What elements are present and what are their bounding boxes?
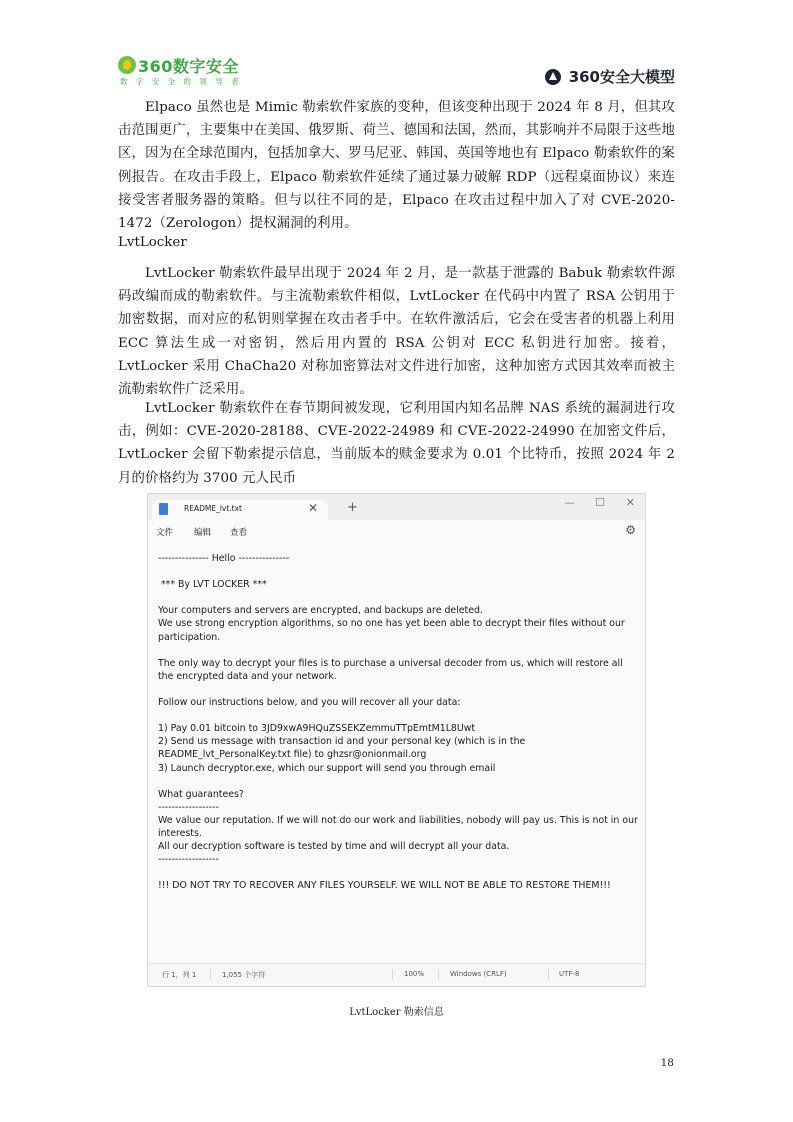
menu-file[interactable]: 文件 (156, 528, 174, 538)
status-line-ending: Windows (CRLF) (450, 970, 507, 978)
status-zoom: 100% (404, 970, 425, 978)
paragraph-elpaco: Elpaco 虽然也是 Mimic 勒索软件家族的变种，但该变种出现于 2024 年 8 月，但其攻击范围更广，主要集中在美国、俄罗斯、荷兰、德国和法国，然而，其影响并不局限于这些地区，因为在全球范围内，包括加拿大、罗马尼亚、韩国、英国等地也有 Elpaco 勒索软件的案例报告。在攻击手段上，Elpaco 勒索软件延续了通过暴力破解 RDP（远程桌面协议）来连接受害者服务器的策略。但与以往不同的是，Elpaco 在攻击过程中加入了对 CVE-2020-1472（Zerologon）提权漏洞的利用。 (118, 100, 675, 232)
new-tab-icon[interactable]: + (347, 500, 358, 515)
status-divider (210, 969, 211, 980)
status-encoding: UTF-8 (559, 970, 580, 978)
status-divider (438, 969, 439, 980)
menu-edit[interactable]: 编辑 (194, 528, 212, 538)
header-logo-360-ai-model (545, 66, 675, 86)
gear-icon[interactable]: ⚙ (625, 523, 636, 537)
notepad-file-icon (159, 503, 168, 515)
title-bar (148, 494, 645, 520)
menu-bar (148, 520, 645, 542)
maximize-icon[interactable]: ☐ (595, 496, 605, 509)
paragraph-lvtlocker-intro: LvtLocker 勒索软件最早出现于 2024 年 2 月，是一款基于泄露的 Babuk 勒索软件源码改编而成的勒索软件。与主流勒索软件相似，LvtLocker 在代码中内置了 RSA 公钥用于加密数据，而对应的私钥则掌握在攻击者手中。在软件激活后，它会在受害者的机器上利用 ECC 算法生成一对密钥，然后用内置的 RSA 公钥对 ECC 私钥进行加密。接着，LvtLocker 采用 ChaCha20 对称加密算法对文件进行加密，这种加密方式因其效率而被主流勒索软件广泛采用。 (118, 266, 675, 398)
status-bar (148, 963, 645, 986)
360-logo-icon (118, 56, 136, 74)
status-divider (548, 969, 549, 980)
notepad-window-screenshot (147, 493, 646, 987)
ransom-note-text[interactable]: --------------- Hello --------------- *** By LVT LOCKER *** Your computers and servers are encrypted, and backups are deleted. We use strong encryption algorithms, so no one has yet been able to decrypt their files without our participation. The only way to decrypt your files is to purchase a universal decoder from us, which will restore all the encrypted data and your network. Follow our instructions below, and you will recover all your data: 1) Pay 0.01 bitcoin to 3JD9xwA9HQuZSSEKZemmuTTpEmtM1L8Uwt 2) Send us message with transaction id and your personal key (which is in the README_lvt_PersonalKey.txt file) to ghzsr@onionmail.org 3) Launch decryptor.exe, which our support will send you through email What guarantees? ------------------ We value our reputation. If we will not do our work and liabilities, nobody will pay us. This is not in our interests. All our decryption software is tested by time and will decrypt all your data. ------------------ !!! DO NOT TRY TO RECOVER ANY FILES YOURSELF. WE WILL NOT BE ABLE TO RESTORE THEM!!! (158, 553, 638, 892)
status-char-count: 1,055 个字符 (222, 971, 266, 979)
status-divider (392, 969, 393, 980)
figure-caption: LvtLocker 勒索信息 (349, 1007, 444, 1018)
brand-slogan: 数 字 安 全 的 领 导 者 (120, 77, 242, 86)
header-logo-360-digital-security (118, 54, 248, 88)
section-heading-lvtlocker: LvtLocker (118, 235, 187, 250)
tab-close-icon[interactable]: ✕ (307, 501, 318, 515)
brand-right: 360安全大模型 (568, 68, 675, 86)
360-ai-logo-icon (545, 69, 561, 85)
close-window-icon[interactable]: ✕ (625, 496, 635, 509)
brand-left: 360数字安全 (138, 57, 239, 76)
tab-title: README_lvt.txt (184, 504, 242, 513)
paragraph-lvtlocker-attack: LvtLocker 勒索软件在春节期间被发现，它利用国内知名品牌 NAS 系统的漏洞进行攻击，例如：CVE-2020-28188、CVE-2022-24989 和 CVE-2022-24990 在加密文件后，LvtLocker 会留下勒索提示信息，当前版本的赎金要求为 0.01 个比特币，按照 2024 年 2 月的价格约为 3700 元人民币 (118, 401, 675, 486)
file-tab[interactable] (152, 500, 328, 520)
minimize-icon[interactable]: — (564, 496, 575, 509)
page-number: 18 (660, 1057, 674, 1069)
status-position: 行 1，列 1 (162, 971, 197, 979)
menu-view[interactable]: 查看 (230, 528, 248, 538)
